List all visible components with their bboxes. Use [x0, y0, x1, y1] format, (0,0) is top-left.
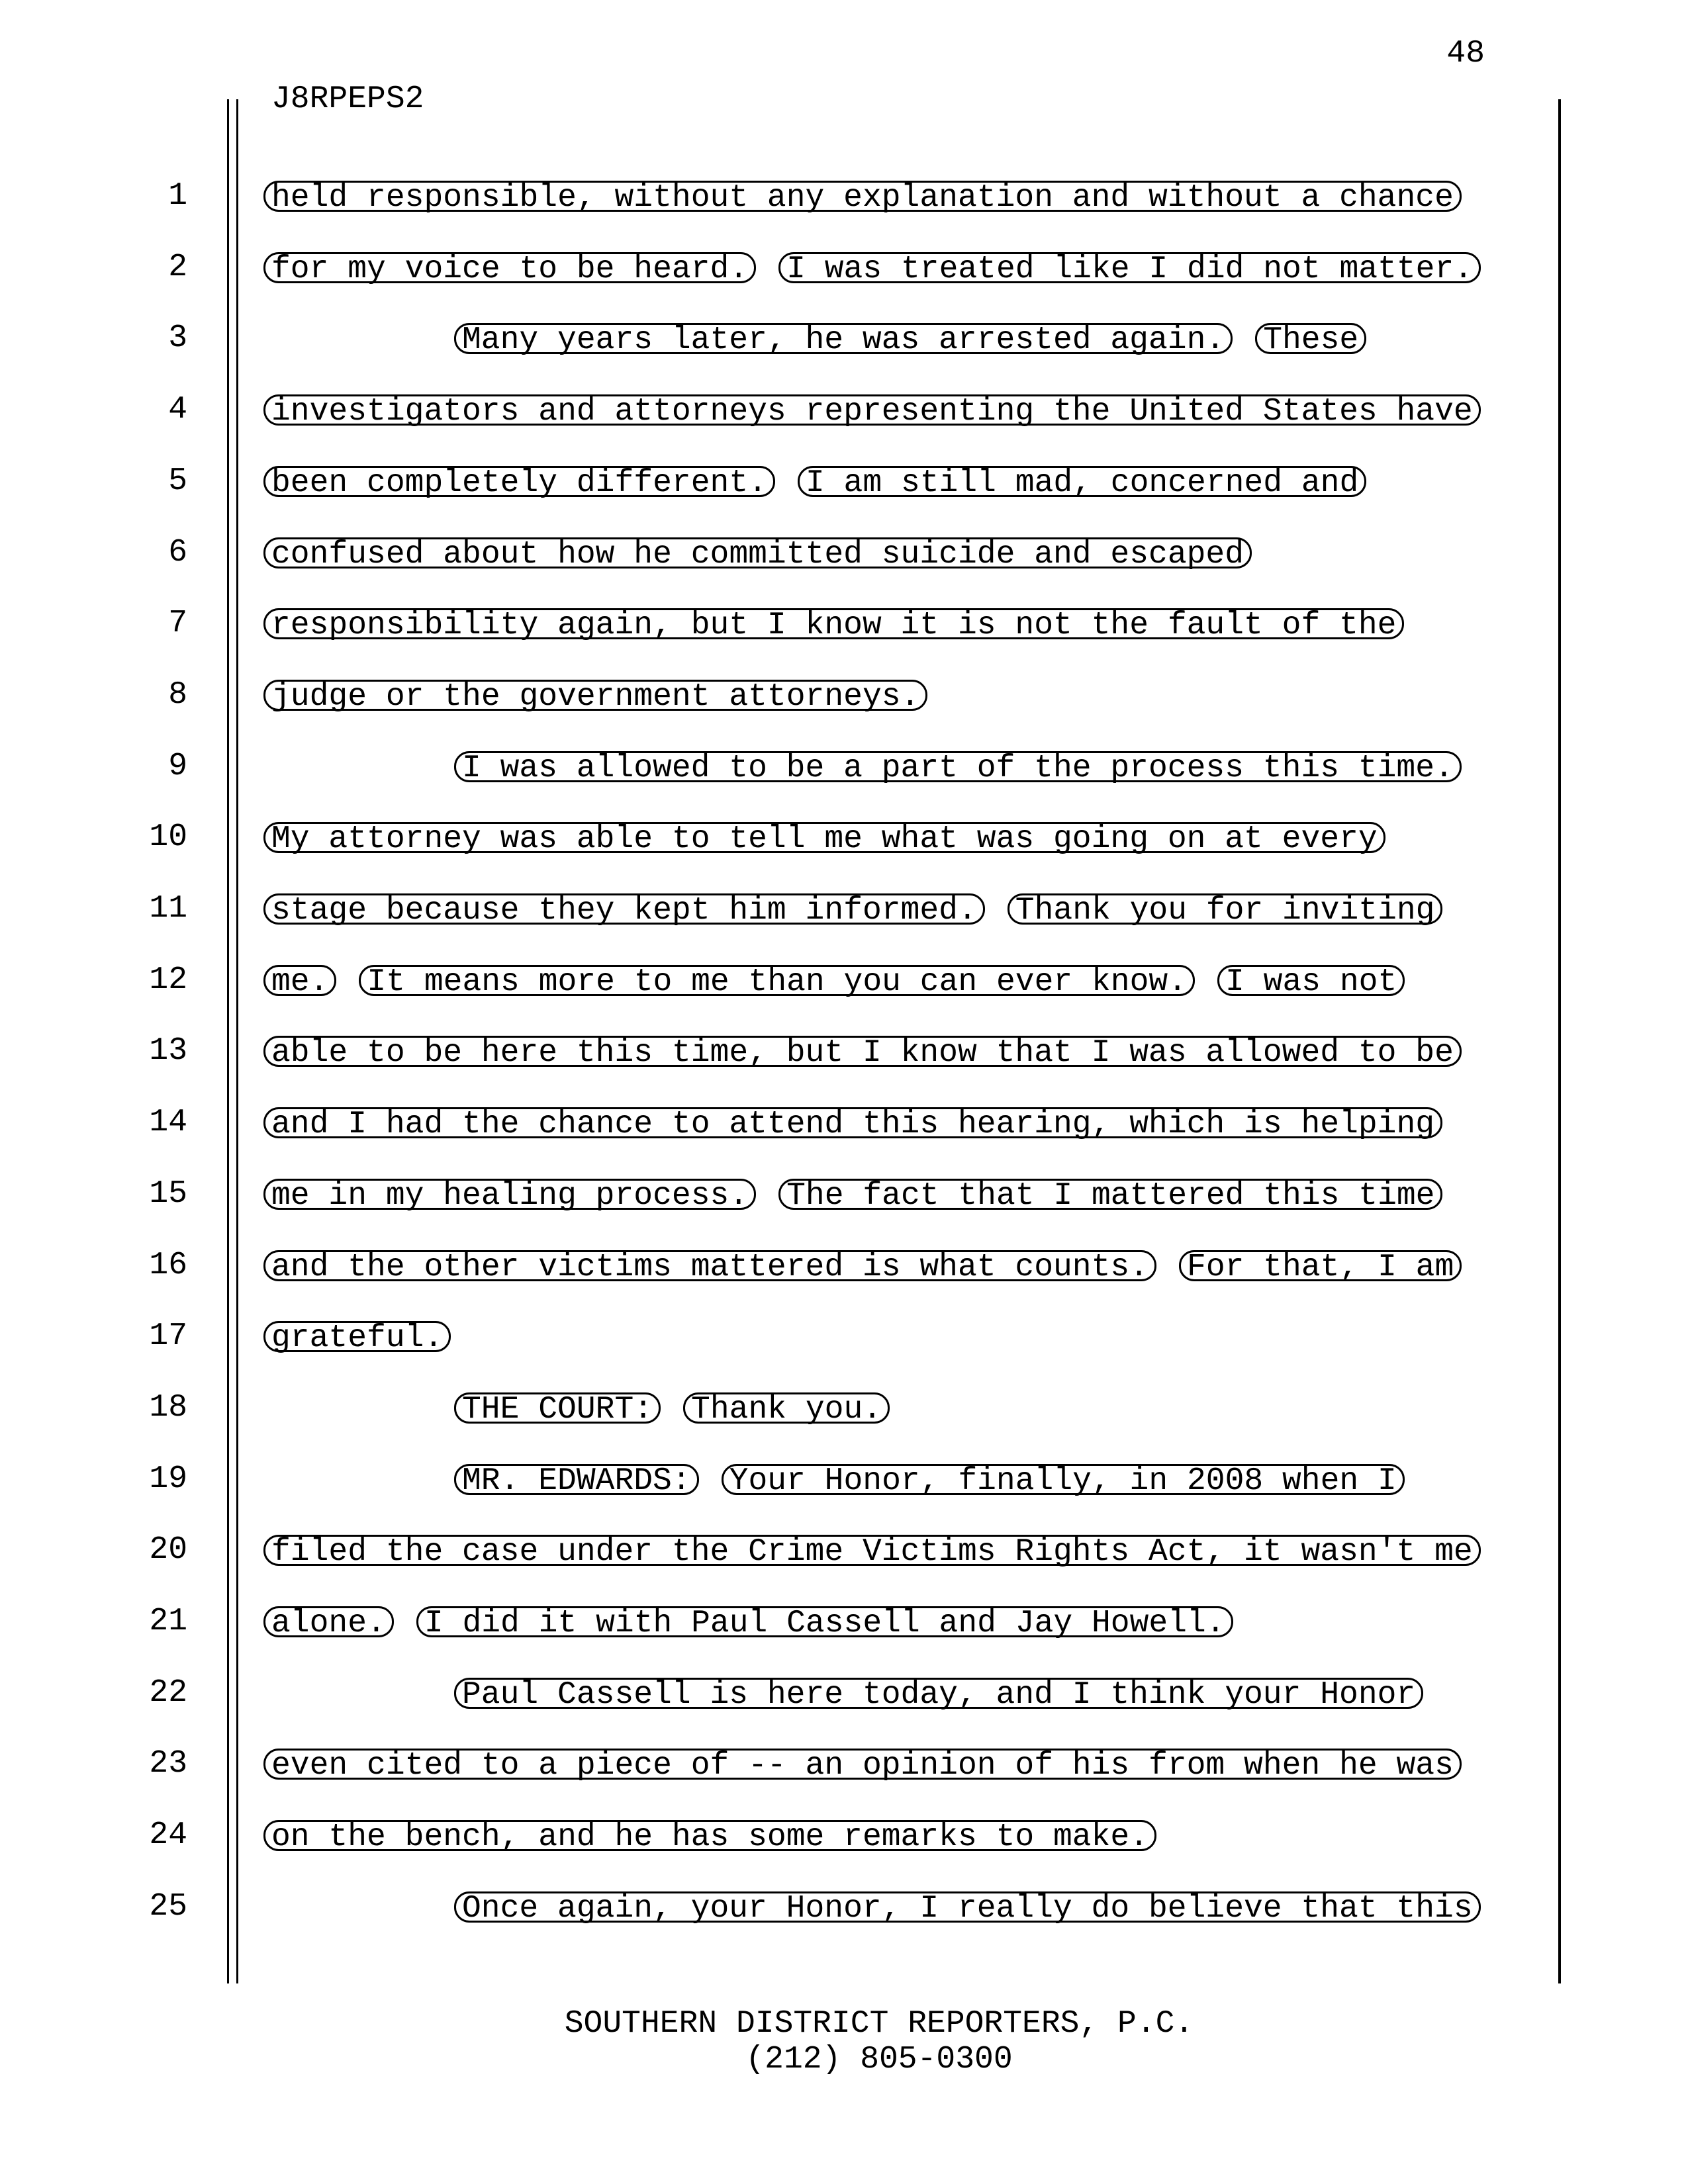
line-content [263, 608, 1404, 644]
transcript-line [0, 1107, 1688, 1144]
line-number: 8 [168, 676, 187, 713]
line-content [454, 750, 1462, 786]
line-number: 6 [168, 534, 187, 570]
transcript-line [0, 1461, 1688, 1501]
text-segment-annotation-box: Thank you. [683, 1392, 890, 1424]
transcript-line [0, 1389, 1688, 1430]
text-segment-annotation-box: grateful. [263, 1321, 451, 1352]
line-content [263, 964, 1405, 1000]
line-number: 22 [149, 1674, 187, 1711]
text-segment-annotation-box: and I had the chance to attend this hearing, which is helping [263, 1107, 1442, 1138]
line-content [263, 1107, 1442, 1143]
line-number: 15 [149, 1175, 187, 1212]
text-segment-annotation-box: responsibility again, but I know it is not the fault of the [263, 608, 1404, 639]
transcript-line [0, 1532, 1688, 1572]
line-number: 18 [149, 1389, 187, 1426]
text-segment-annotation-box: These [1255, 323, 1366, 354]
line-content [263, 394, 1481, 430]
transcript-line [0, 1817, 1688, 1857]
line-number: 12 [149, 962, 187, 998]
line-content [454, 322, 1366, 359]
text-segment-annotation-box: confused about how he committed suicide and escaped [263, 537, 1252, 569]
text-segment-annotation-box: Many years later, he was arrested again. [454, 323, 1233, 354]
text-segment-annotation-box: I am still mad, concerned and [798, 466, 1366, 497]
line-number: 25 [149, 1888, 187, 1925]
text-segment-annotation-box: for my voice to be heard. [263, 252, 756, 283]
transcript-line [0, 608, 1688, 645]
line-number: 23 [149, 1746, 187, 1782]
transcript-line [0, 178, 1688, 218]
transcript-line [0, 1606, 1688, 1643]
text-segment-annotation-box: THE COURT: [454, 1392, 661, 1424]
text-segment-annotation-box: able to be here this time, but I know that I was allowed to be [263, 1036, 1462, 1067]
text-segment-annotation-box: The fact that I mattered this time [778, 1179, 1442, 1210]
transcript-line [0, 962, 1688, 1002]
line-content [263, 180, 1462, 216]
text-segment-annotation-box: My attorney was able to tell me what was going on at every [263, 822, 1385, 853]
transcript-line [0, 1033, 1688, 1073]
text-segment-annotation-box: me. [263, 965, 336, 996]
text-segment-annotation-box: MR. EDWARDS: [454, 1464, 699, 1495]
line-number: 7 [168, 606, 187, 642]
transcript-line [0, 320, 1688, 360]
text-segment-annotation-box: For that, I am [1179, 1250, 1462, 1281]
text-segment-annotation-box: Once again, your Honor, I really do believe that this [454, 1891, 1481, 1923]
transcript-header-id: J8RPEPS2 [271, 81, 424, 117]
line-content [263, 1534, 1481, 1570]
transcript-line [0, 1888, 1688, 1929]
text-segment-annotation-box: me in my healing process. [263, 1179, 756, 1210]
text-segment-annotation-box: judge or the government attorneys. [263, 680, 927, 711]
line-content [263, 465, 1366, 501]
line-content [454, 1391, 890, 1428]
text-segment-annotation-box: I did it with Paul Cassell and Jay Howell. [416, 1606, 1233, 1637]
transcript-line [0, 1674, 1688, 1715]
line-number: 24 [149, 1817, 187, 1854]
text-segment-annotation-box: I was treated like I did not matter. [778, 252, 1481, 283]
line-number: 20 [149, 1532, 187, 1569]
line-number: 17 [149, 1318, 187, 1355]
line-content [263, 536, 1252, 572]
line-number: 10 [149, 819, 187, 856]
transcript-line [0, 394, 1688, 432]
line-content [454, 1463, 1405, 1499]
transcript-line [0, 893, 1688, 931]
text-segment-annotation-box: Paul Cassell is here today, and I think your Honor [454, 1678, 1423, 1709]
footer-reporter-name: SOUTHERN DISTRICT REPORTERS, P.C. [564, 2006, 1194, 2042]
text-segment-annotation-box: filed the case under the Crime Victims Rights Act, it wasn't me [263, 1535, 1481, 1566]
transcript-line [0, 534, 1688, 574]
page-number: 48 [1446, 36, 1485, 71]
line-content [263, 1606, 1233, 1641]
transcript-line [0, 748, 1688, 788]
line-number: 1 [168, 178, 187, 214]
transcript-line [0, 249, 1688, 289]
line-number: 5 [168, 463, 187, 499]
line-content [263, 1177, 1442, 1214]
line-content [263, 1320, 451, 1357]
line-number: 21 [149, 1604, 187, 1639]
line-number: 16 [149, 1247, 187, 1283]
line-content [263, 678, 927, 715]
transcript-line [0, 819, 1688, 859]
line-content [263, 893, 1442, 929]
line-number: 11 [149, 891, 187, 927]
footer-phone-number: (212) 805-0300 [745, 2042, 1013, 2077]
transcript-line [0, 1746, 1688, 1786]
line-content [454, 1676, 1423, 1713]
text-segment-annotation-box: stage because they kept him informed. [263, 893, 985, 925]
text-segment-annotation-box: and the other victims mattered is what counts. [263, 1250, 1156, 1281]
line-content [263, 1819, 1156, 1856]
transcript-line [0, 1247, 1688, 1287]
line-number: 2 [168, 249, 187, 285]
line-content [263, 1249, 1462, 1285]
text-segment-annotation-box: alone. [263, 1606, 394, 1637]
line-number: 19 [149, 1461, 187, 1497]
text-segment-annotation-box: Your Honor, finally, in 2008 when I [722, 1464, 1405, 1495]
text-segment-annotation-box: I was not [1217, 965, 1405, 996]
line-number: 4 [168, 392, 187, 428]
transcript-line [0, 676, 1688, 717]
line-number: 9 [168, 748, 187, 784]
text-segment-annotation-box: Thank you for inviting [1008, 893, 1443, 925]
transcript-line [0, 1175, 1688, 1216]
transcript-line [0, 1318, 1688, 1358]
text-segment-annotation-box: investigators and attorneys representing the United States have [263, 394, 1481, 426]
text-segment-annotation-box: on the bench, and he has some remarks to make. [263, 1820, 1156, 1851]
text-segment-annotation-box: even cited to a piece of -- an opinion of his from when he was [263, 1749, 1462, 1780]
line-content [263, 821, 1385, 858]
line-content [454, 1890, 1481, 1927]
transcript-line [0, 463, 1688, 503]
text-segment-annotation-box: It means more to me than you can ever know. [359, 965, 1195, 996]
text-segment-annotation-box: been completely different. [263, 466, 775, 497]
line-number: 14 [149, 1105, 187, 1141]
line-content [263, 1748, 1462, 1784]
text-segment-annotation-box: held responsible, without any explanation and without a chance [263, 181, 1462, 212]
text-segment-annotation-box: I was allowed to be a part of the process this time. [454, 751, 1462, 782]
line-number: 3 [168, 320, 187, 357]
line-number: 13 [149, 1033, 187, 1069]
line-content [263, 1035, 1462, 1071]
line-content [263, 251, 1481, 287]
